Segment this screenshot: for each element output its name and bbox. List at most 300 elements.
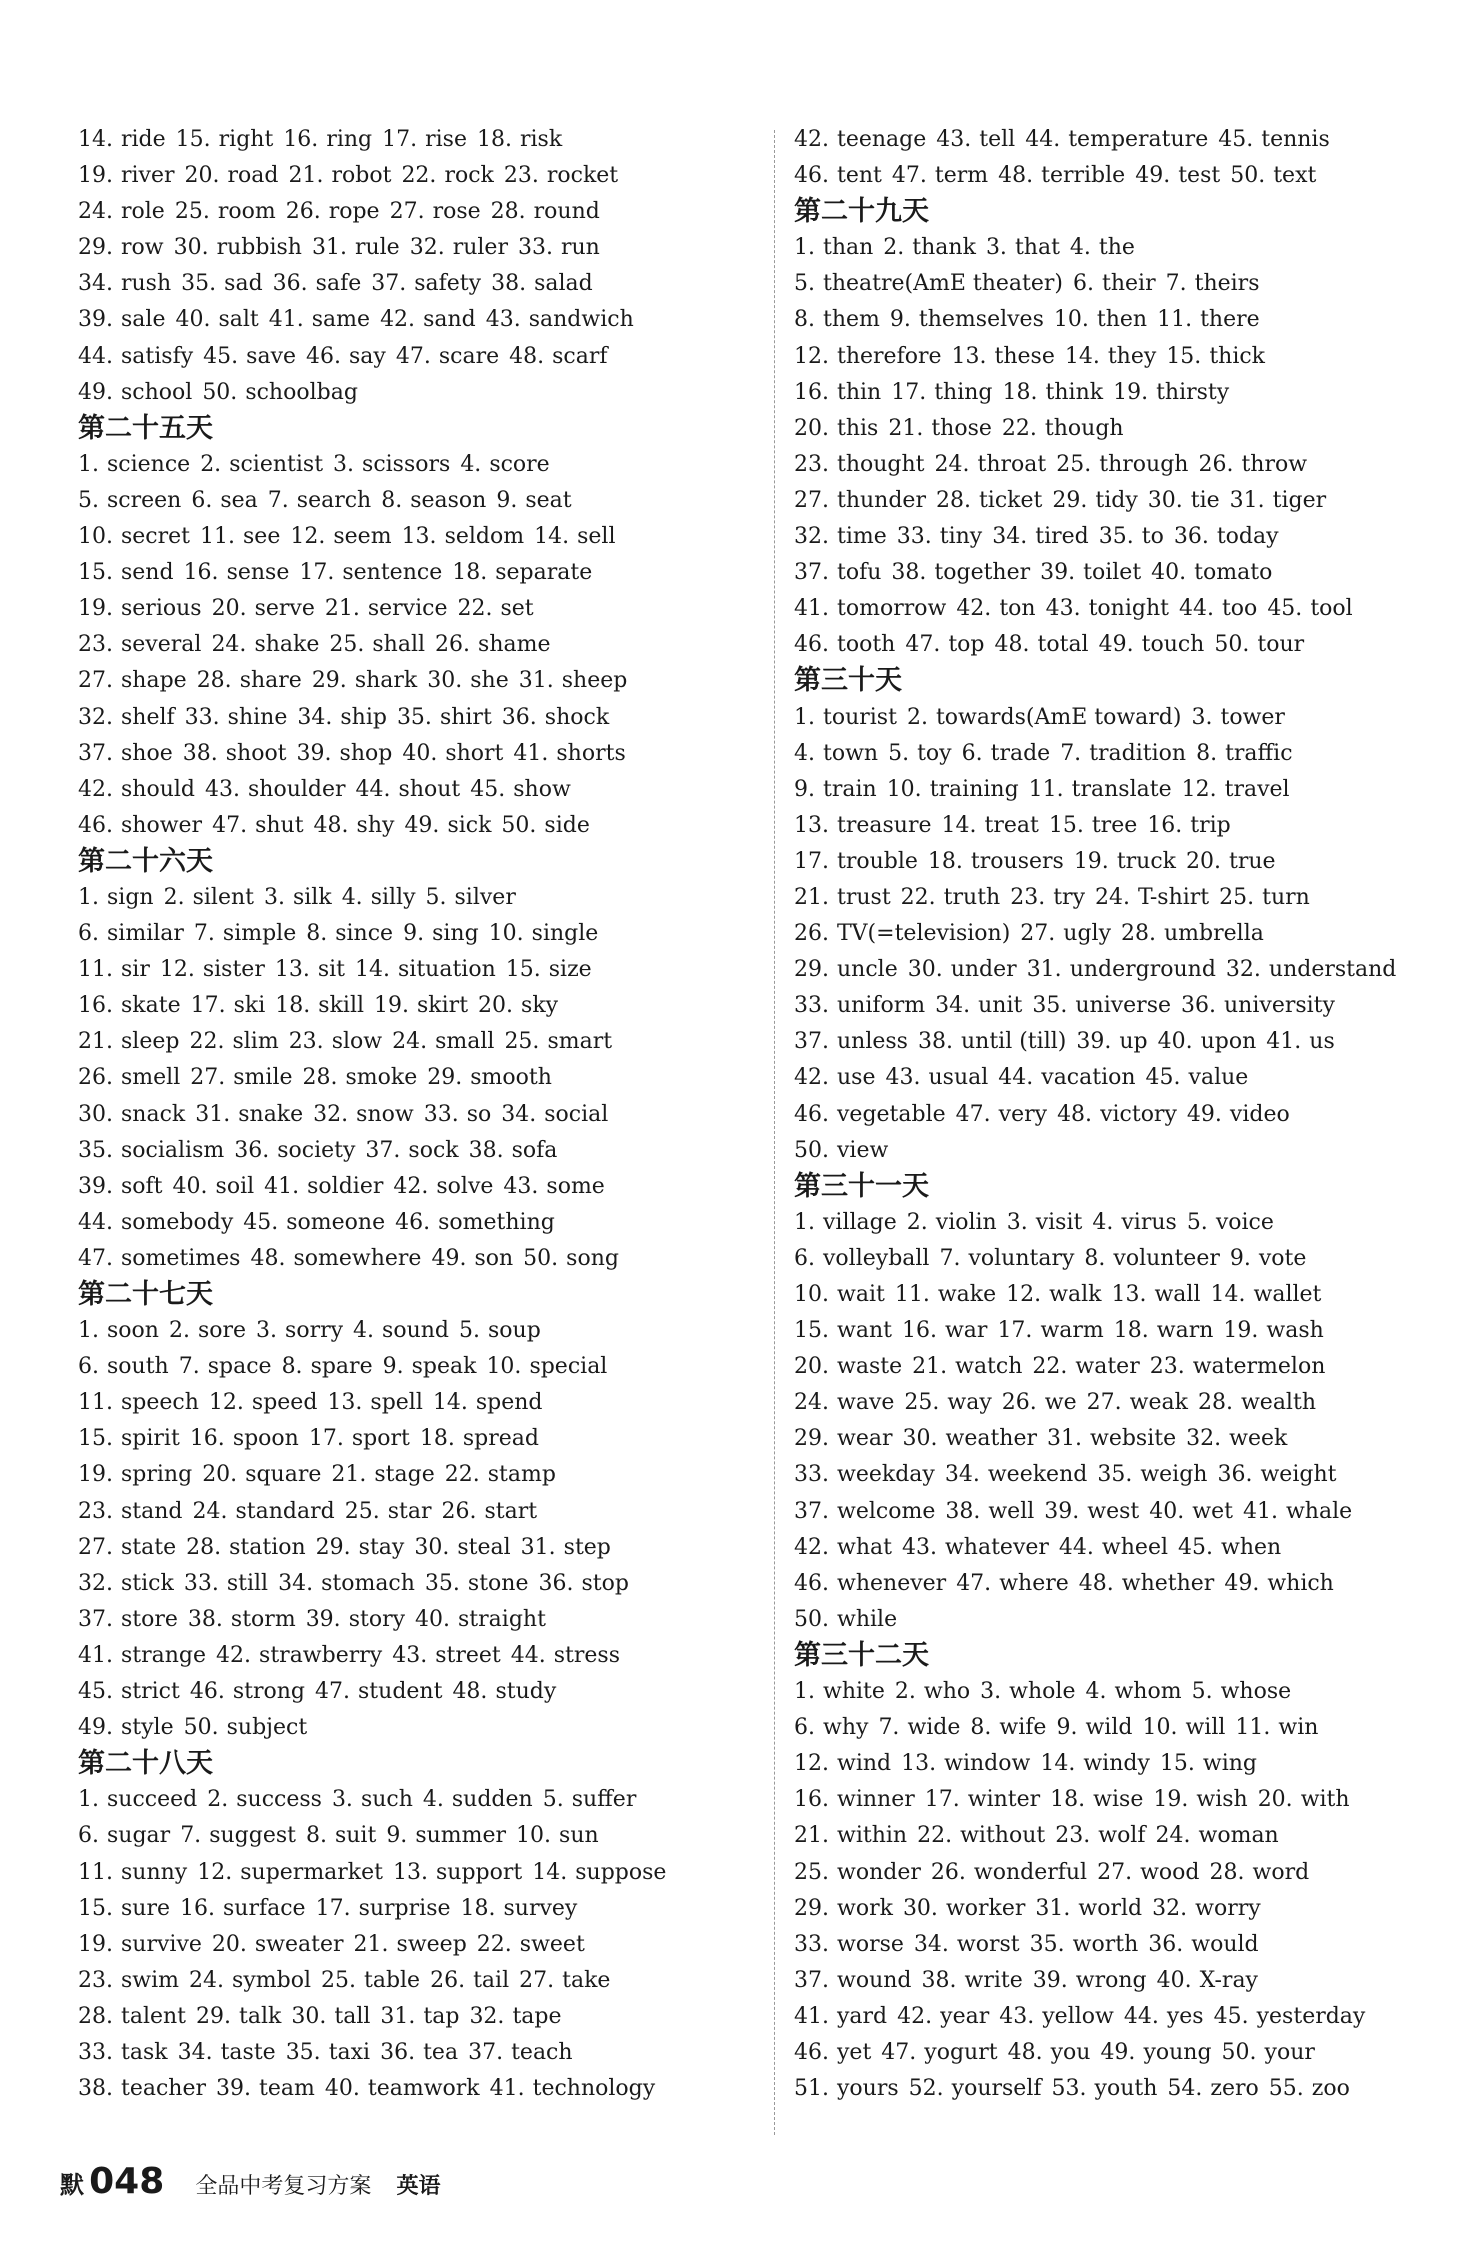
vocab-word: safe <box>315 271 362 297</box>
vocab-item <box>794 266 1063 302</box>
vocab-word: shy <box>356 812 395 838</box>
vocab-number: 32. <box>1225 957 1261 983</box>
vocab-item <box>185 700 288 736</box>
vocab-line <box>794 339 1462 375</box>
vocab-item <box>1052 483 1137 519</box>
vocab-line <box>78 880 750 916</box>
vocab-word: when <box>1221 1534 1282 1560</box>
vocab-line <box>78 1855 750 1891</box>
vocab-item <box>1097 1457 1207 1493</box>
vocab-number: 20. <box>211 596 247 622</box>
vocab-word: social <box>544 1101 609 1127</box>
vocab-word: weak <box>1129 1390 1188 1416</box>
vocab-word: us <box>1309 1029 1335 1055</box>
vocab-item <box>491 266 593 302</box>
vocab-item <box>794 627 895 663</box>
vocab-number: 3. <box>980 1679 1002 1705</box>
vocab-number: 46. <box>794 1101 829 1127</box>
vocab-word: universe <box>1075 993 1172 1019</box>
vocab-word: tower <box>1220 704 1285 730</box>
vocab-number: 18. <box>1113 1318 1149 1344</box>
vocab-word: sand <box>423 307 476 333</box>
vocab-item <box>78 1999 186 2035</box>
vocab-line <box>78 1963 750 1999</box>
vocab-number: 47. <box>891 163 927 189</box>
vocab-word: sometimes <box>121 1245 241 1271</box>
vocab-word: wolf <box>1098 1823 1146 1849</box>
vocab-word: very <box>998 1101 1048 1127</box>
vocab-item <box>78 447 190 483</box>
vocab-number: 43. <box>503 1173 539 1199</box>
vocab-item <box>794 808 932 844</box>
vocab-number: 20. <box>1257 1787 1293 1813</box>
vocab-word: sugar <box>107 1823 171 1849</box>
vocab-number: 33. <box>794 993 829 1019</box>
vocab-item <box>1073 266 1156 302</box>
vocab-number: 26. <box>78 1065 113 1091</box>
vocab-word: small <box>435 1029 495 1055</box>
vocab-item <box>935 988 1022 1024</box>
vocab-word: wear <box>837 1426 893 1452</box>
vocab-number: 45. <box>470 776 506 802</box>
vocab-item <box>956 591 1035 627</box>
vocab-number: 31. <box>1229 487 1265 513</box>
vocab-number: 29. <box>794 1895 829 1921</box>
vocab-word: wait <box>837 1282 885 1307</box>
vocab-item <box>936 122 1015 158</box>
vocab-number: 22. <box>189 1029 225 1055</box>
vocab-word: straight <box>458 1606 546 1632</box>
vocab-item <box>1097 1855 1199 1891</box>
vocab-number: 21. <box>794 1823 829 1849</box>
vocab-item <box>1181 988 1335 1024</box>
vocab-item <box>1182 772 1290 808</box>
vocab-item <box>306 916 393 952</box>
vocab-number: 2. <box>207 1787 229 1813</box>
vocab-word: spoon <box>232 1426 299 1452</box>
vocab-number: 16. <box>901 1318 937 1344</box>
vocab-word: thunder <box>837 487 926 513</box>
vocab-word: suppose <box>575 1859 667 1885</box>
vocab-item <box>519 663 628 699</box>
vocab-item <box>200 447 323 483</box>
vocab-item <box>1217 1457 1336 1493</box>
vocab-number: 34. <box>935 993 971 1019</box>
vocab-number: 18. <box>452 560 488 586</box>
vocab-item <box>264 880 332 916</box>
vocab-number: 34. <box>944 1462 980 1488</box>
vocab-item <box>1032 1349 1139 1385</box>
vocab-number: 32. <box>409 235 445 261</box>
vocab-word: sun <box>559 1823 599 1849</box>
vocab-line <box>78 1024 750 1060</box>
vocab-item <box>78 1024 179 1060</box>
vocab-item <box>891 555 1030 591</box>
vocab-word: survey <box>503 1895 578 1921</box>
vocab-item <box>325 591 448 627</box>
vocab-number: 11. <box>200 524 236 550</box>
vocab-number: 6. <box>78 921 99 947</box>
vocab-word: ride <box>121 127 166 152</box>
vocab-word: taxi <box>328 2039 371 2065</box>
vocab-line <box>794 266 1462 302</box>
vocab-item <box>794 1746 891 1782</box>
vocab-word: speech <box>121 1390 199 1416</box>
vocab-word: why <box>823 1715 869 1741</box>
vocab-word: worry <box>1195 1895 1261 1921</box>
vocab-word: write <box>964 1967 1023 1993</box>
vocab-item <box>458 591 534 627</box>
vocab-word: view <box>837 1137 889 1163</box>
vocab-item <box>511 1638 620 1674</box>
vocab-word: street <box>435 1642 501 1668</box>
vocab-word: square <box>245 1462 322 1488</box>
vocab-item <box>423 1782 533 1818</box>
vocab-item <box>78 519 190 555</box>
vocab-number: 35. <box>424 1570 460 1596</box>
vocab-number: 31. <box>380 2003 416 2029</box>
vocab-number: 47. <box>881 2039 917 2065</box>
vocab-item <box>1007 1205 1083 1241</box>
vocab-number: 45. <box>1213 2003 1249 2029</box>
vocab-item <box>1027 952 1216 988</box>
vocab-number: 10. <box>1142 1715 1178 1741</box>
vocab-item <box>321 1963 420 1999</box>
vocab-item <box>794 1277 885 1313</box>
vocab-number: 29. <box>794 1426 829 1452</box>
vocab-item <box>922 1963 1023 1999</box>
vocab-item <box>1124 1999 1204 2035</box>
vocab-item <box>1198 447 1307 483</box>
vocab-word: sofa <box>511 1137 558 1163</box>
vocab-number: 41. <box>1242 1498 1278 1524</box>
vocab-item <box>78 483 181 519</box>
vocab-item <box>176 122 274 158</box>
vocab-word: ruler <box>452 235 508 261</box>
vocab-item <box>392 1024 494 1060</box>
vocab-word: weekday <box>837 1462 935 1488</box>
vocab-word: stress <box>553 1642 620 1668</box>
vocab-line <box>78 1457 750 1493</box>
vocab-number: 17. <box>997 1318 1033 1344</box>
vocab-item <box>78 591 202 627</box>
vocab-word: yet <box>837 2039 872 2065</box>
vocab-word: whether <box>1121 1570 1215 1596</box>
vocab-word: so <box>466 1101 492 1127</box>
vocab-item <box>901 880 1001 916</box>
vocab-word: travel <box>1224 776 1290 802</box>
vocab-number: 23. <box>78 1967 113 1993</box>
vocab-number: 28. <box>1121 921 1157 947</box>
vocab-word: think <box>1045 379 1104 405</box>
vocab-item <box>945 1457 1087 1493</box>
vocab-item <box>794 375 881 411</box>
vocab-word: somewhere <box>293 1245 422 1271</box>
vocab-number: 19. <box>78 596 113 622</box>
vocab-item <box>78 1710 174 1746</box>
vocab-item <box>78 1602 178 1638</box>
vocab-item <box>1092 1205 1176 1241</box>
vocab-number: 14. <box>1064 343 1100 369</box>
vocab-line <box>78 1999 750 2035</box>
vocab-line <box>794 122 1462 158</box>
vocab-item <box>794 1710 868 1746</box>
vocab-word: schoolbag <box>245 379 358 405</box>
vocab-item <box>794 1782 915 1818</box>
vocab-word: soft <box>121 1173 163 1199</box>
vocab-item <box>299 555 442 591</box>
vocab-number: 33. <box>517 235 553 261</box>
vocab-item <box>1002 1385 1077 1421</box>
vocab-item <box>313 1097 414 1133</box>
vocab-word: way <box>947 1390 992 1416</box>
vocab-number: 12. <box>1006 1282 1042 1307</box>
vocab-line <box>794 1024 1462 1060</box>
vocab-word: sky <box>521 993 559 1019</box>
vocab-item <box>191 988 266 1024</box>
vocab-word: sea <box>220 487 258 513</box>
vocab-number: 25. <box>174 199 210 225</box>
vocab-number: 19. <box>1223 1318 1259 1344</box>
vocab-word: throat <box>977 451 1047 477</box>
vocab-line <box>794 627 1462 663</box>
vocab-line <box>78 736 750 772</box>
vocab-word: yesterday <box>1256 2003 1366 2029</box>
vocab-word: spend <box>475 1390 543 1416</box>
vocab-line <box>78 519 750 555</box>
vocab-item <box>441 1494 537 1530</box>
vocab-word: soil <box>215 1173 255 1199</box>
vocab-item <box>519 1963 610 1999</box>
vocab-item <box>393 1169 493 1205</box>
vocab-item <box>207 1782 322 1818</box>
vocab-word: store <box>121 1606 178 1632</box>
vocab-item <box>887 772 1019 808</box>
vocab-number: 15. <box>794 1318 829 1344</box>
vocab-word: week <box>1229 1426 1288 1452</box>
vocab-item <box>1121 916 1264 952</box>
vocab-item <box>283 122 372 158</box>
vocab-line <box>78 555 750 591</box>
vocab-word: shape <box>121 668 187 694</box>
vocab-item <box>478 988 558 1024</box>
vocab-item <box>250 1241 421 1277</box>
vocab-number: 15. <box>78 560 113 586</box>
vocab-number: 35. <box>285 2039 321 2065</box>
vocab-number: 29. <box>1052 487 1088 513</box>
vocab-item <box>78 1097 185 1133</box>
vocab-item <box>202 375 358 411</box>
vocab-word: voice <box>1215 1209 1274 1235</box>
vocab-number: 34. <box>278 1570 314 1596</box>
vocab-line <box>794 880 1462 916</box>
vocab-number: 28. <box>935 487 971 513</box>
vocab-item <box>1198 1385 1316 1421</box>
vocab-item <box>1218 122 1330 158</box>
vocab-word: ugly <box>1063 921 1112 947</box>
vocab-item <box>1085 1674 1181 1710</box>
vocab-word: salad <box>534 271 593 297</box>
day-heading: 第三十一天 <box>794 1170 929 1202</box>
vocab-item <box>1230 158 1316 194</box>
vocab-number: 10. <box>486 1354 522 1380</box>
vocab-number: 22. <box>917 1823 953 1849</box>
vocab-number: 9. <box>403 921 425 947</box>
vocab-word: water <box>1075 1354 1140 1380</box>
vocab-word: thin <box>837 379 882 405</box>
vocab-number: 42. <box>393 1173 429 1199</box>
vocab-word: spare <box>310 1354 373 1380</box>
vocab-word: show <box>513 776 571 802</box>
vocab-word: town <box>823 740 879 766</box>
vocab-item <box>212 808 303 844</box>
vocab-item <box>173 1169 255 1205</box>
vocab-word: slow <box>331 1029 383 1055</box>
vocab-number: 28. <box>78 2003 113 2029</box>
vocab-line <box>78 230 750 266</box>
vocab-item <box>383 1349 477 1385</box>
vocab-number: 39. <box>1044 1498 1080 1524</box>
vocab-word: role <box>121 199 165 225</box>
vocab-word: technology <box>532 2076 656 2102</box>
vocab-number: 12. <box>1181 776 1217 802</box>
vocab-item <box>78 1169 163 1205</box>
vocab-item <box>1040 555 1141 591</box>
day-heading: 第三十天 <box>794 665 902 697</box>
vocab-word: turn <box>1262 884 1310 910</box>
vocab-word: train <box>823 776 877 802</box>
vocab-item <box>78 1205 233 1241</box>
vocab-item <box>78 916 184 952</box>
vocab-item <box>1099 627 1205 663</box>
vocab-number: 26. <box>441 1498 477 1524</box>
vocab-item <box>518 230 600 266</box>
vocab-item <box>1052 2071 1158 2107</box>
vocab-word: task <box>121 2039 168 2065</box>
vocab-item <box>534 519 615 555</box>
vocab-number: 26. <box>1198 451 1234 477</box>
vocab-number: 44. <box>78 343 113 369</box>
vocab-item <box>264 1169 383 1205</box>
vocab-number: 7. <box>878 1715 900 1741</box>
vocab-number: 17. <box>794 848 829 874</box>
vocab-word: umbrella <box>1164 921 1264 947</box>
vocab-number: 50. <box>501 812 537 838</box>
vocab-item <box>212 1927 344 1963</box>
vocab-word: support <box>436 1859 523 1885</box>
vocab-item <box>1214 627 1304 663</box>
vocab-item <box>184 1566 268 1602</box>
vocab-number: 50. <box>183 1715 219 1741</box>
vocab-item <box>1047 1421 1176 1457</box>
vocab-number: 16. <box>189 1426 225 1452</box>
vocab-item <box>1076 1024 1147 1060</box>
vocab-item <box>278 1566 415 1602</box>
vocab-number: 29. <box>196 2003 232 2029</box>
vocab-word: we <box>1044 1390 1077 1416</box>
vocab-item <box>1160 1746 1257 1782</box>
vocab-item <box>1219 880 1310 916</box>
vocab-word: until (till) <box>960 1029 1067 1055</box>
vocab-word: word <box>1252 1859 1310 1885</box>
vocab-number: 25. <box>504 1029 540 1055</box>
vocab-line <box>78 483 750 519</box>
vocab-item <box>501 808 589 844</box>
vocab-line <box>78 339 750 375</box>
vocab-item <box>1029 772 1172 808</box>
vocab-number: 31. <box>520 1534 556 1560</box>
vocab-number: 38. <box>78 2076 113 2102</box>
vocab-item <box>1269 2071 1350 2107</box>
vocab-item <box>184 1710 308 1746</box>
vocab-number: 25. <box>1056 451 1092 477</box>
vocab-number: 53. <box>1051 2076 1087 2102</box>
vocab-item <box>390 194 481 230</box>
vocab-number: 8. <box>970 1715 992 1741</box>
vocab-word: tree <box>1091 812 1138 838</box>
vocab-item <box>354 1927 467 1963</box>
vocab-item <box>486 1349 607 1385</box>
vocab-number: 21. <box>78 1029 113 1055</box>
vocab-item <box>1150 1349 1326 1385</box>
vocab-item <box>794 519 887 555</box>
page-footer <box>60 2160 440 2204</box>
vocab-word: stone <box>467 1570 529 1596</box>
vocab-item <box>78 1421 180 1457</box>
vocab-word: usual <box>928 1065 989 1091</box>
vocab-word: shoe <box>121 740 173 766</box>
vocab-word: yourself <box>951 2076 1042 2102</box>
vocab-word: talk <box>239 2003 282 2029</box>
vocab-item <box>212 591 315 627</box>
vocab-item <box>908 952 1017 988</box>
vocab-item <box>1095 880 1209 916</box>
vocab-item <box>78 1638 206 1674</box>
vocab-number: 43. <box>485 307 521 333</box>
vocab-word: sunny <box>121 1859 188 1885</box>
vocab-item <box>78 1457 192 1493</box>
vocab-item <box>891 375 992 411</box>
vocab-word: TV(=television) <box>837 921 1011 947</box>
vocab-item <box>468 2035 572 2071</box>
vocab-number: 30. <box>902 1895 938 1921</box>
vocab-number: 24. <box>794 1390 829 1416</box>
vocab-word: surface <box>223 1895 306 1921</box>
vocab-word: try <box>1053 884 1086 910</box>
vocab-word: road <box>227 163 279 189</box>
vocab-word: shine <box>227 704 288 730</box>
vocab-number: 8. <box>281 1354 303 1380</box>
vocab-number: 8. <box>1084 1245 1106 1271</box>
vocab-item <box>1156 1818 1279 1854</box>
vocab-word: standard <box>235 1498 335 1524</box>
vocab-word: service <box>367 596 448 622</box>
vocab-line <box>78 1638 750 1674</box>
vocab-item <box>469 1133 558 1169</box>
vocab-line <box>78 988 750 1024</box>
vocab-item <box>486 302 634 338</box>
vocab-number: 27. <box>389 199 425 225</box>
vocab-word: virus <box>1121 1209 1177 1235</box>
vocab-number: 5. <box>1191 1679 1213 1705</box>
vocab-word: wing <box>1202 1751 1258 1777</box>
vocab-number: 29. <box>794 957 829 983</box>
vocab-word: wind <box>837 1751 892 1777</box>
vocab-word: silent <box>192 884 254 910</box>
vocab-number: 10. <box>794 1282 829 1307</box>
vocab-number: 39. <box>1040 560 1076 586</box>
vocab-word: worst <box>956 1931 1020 1957</box>
